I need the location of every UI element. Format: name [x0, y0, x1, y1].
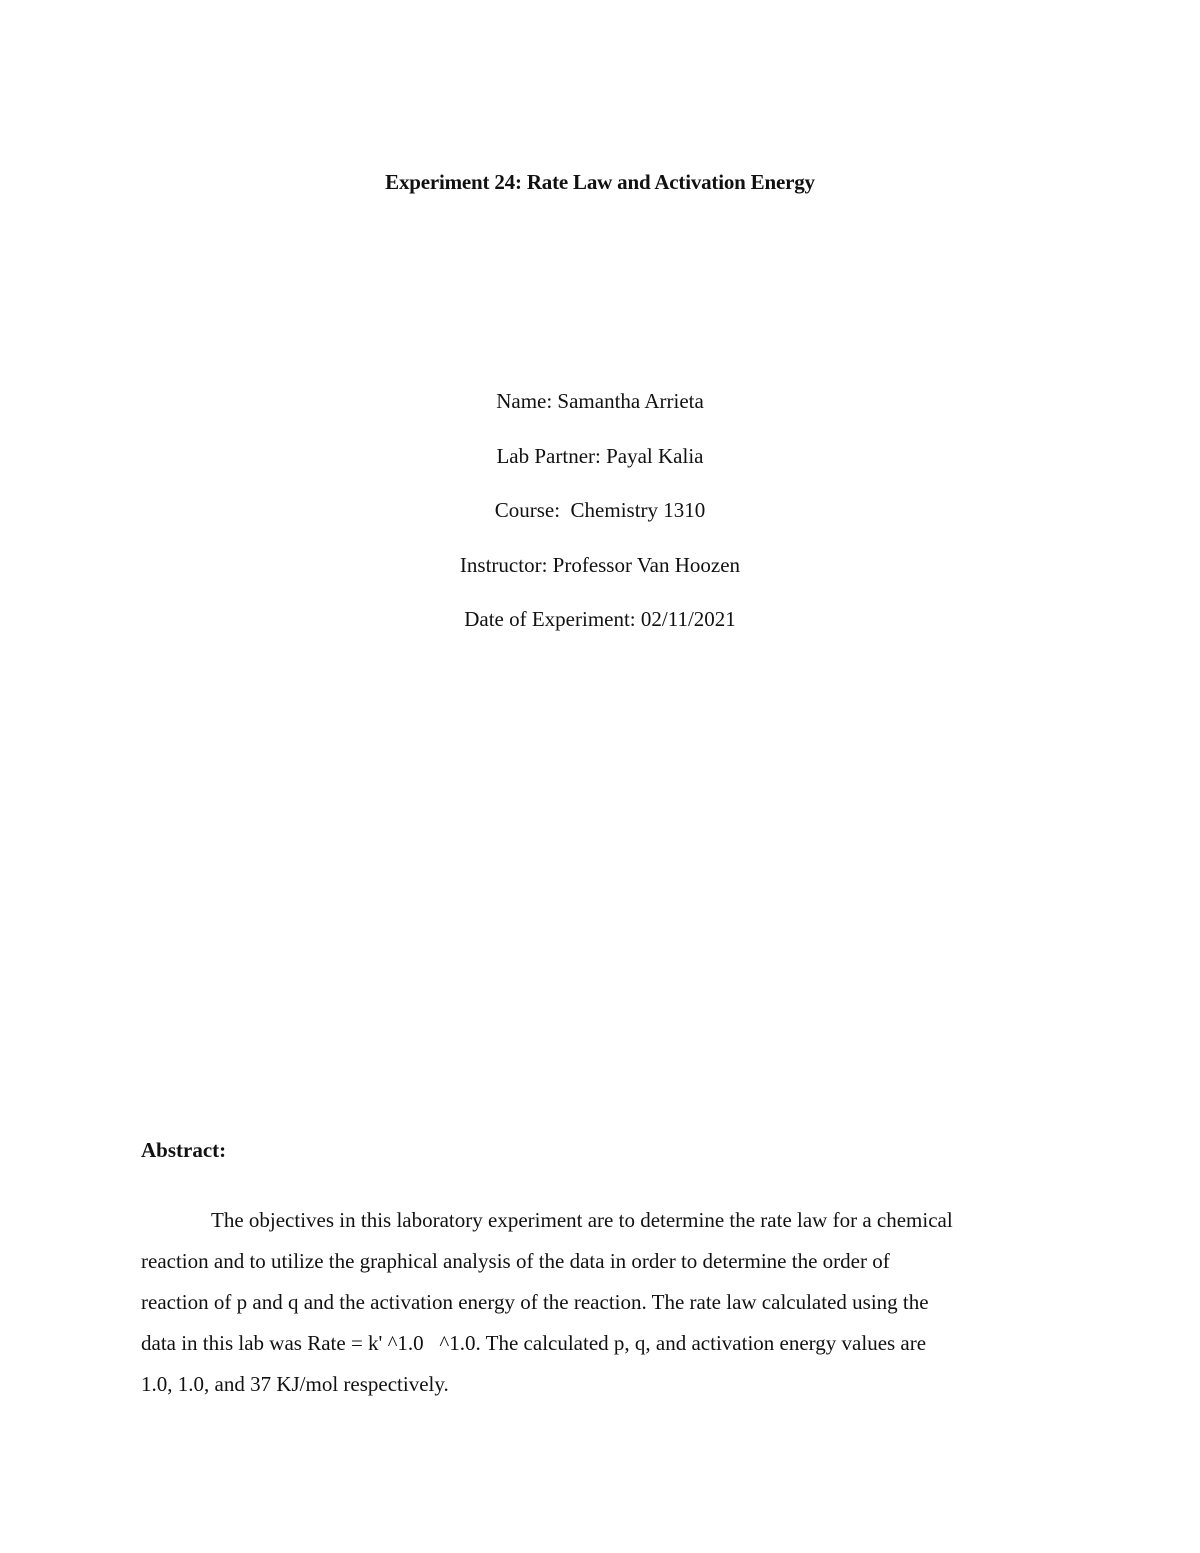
abstract-line: data in this lab was Rate = k' ^1.0 ^1.0. The calculated p, q, and activation energy values are	[141, 1331, 927, 1355]
instructor: Instructor: Professor Van Hoozen	[459, 552, 741, 577]
abstract-heading: Abstract:	[141, 1138, 227, 1162]
abstract-line: reaction of p and q and the activation energy of the reaction. The rate law calculated using the	[141, 1290, 929, 1314]
title-page-info	[0, 387, 1200, 660]
experiment-date: Date of Experiment: 02/11/2021	[464, 607, 736, 631]
abstract-line	[141, 1200, 1051, 1241]
abstract-line-text: The objectives in this laboratory experiment are to determine the rate law for a chemical	[211, 1208, 953, 1232]
lab-partner: Lab Partner: Payal Kalia	[496, 443, 704, 468]
abstract-line: reaction and to utilize the graphical analysis of the data in order to determine the order of	[141, 1249, 890, 1273]
document-title: Experiment 24: Rate Law and Activation Energy	[385, 170, 815, 194]
author-name: Name: Samantha Arrieta	[496, 389, 704, 413]
abstract-paragraph	[141, 1200, 1051, 1405]
abstract-line: 1.0, 1.0, and 37 KJ/mol respectively.	[141, 1372, 449, 1396]
course: Course: Chemistry 1310	[494, 498, 706, 522]
